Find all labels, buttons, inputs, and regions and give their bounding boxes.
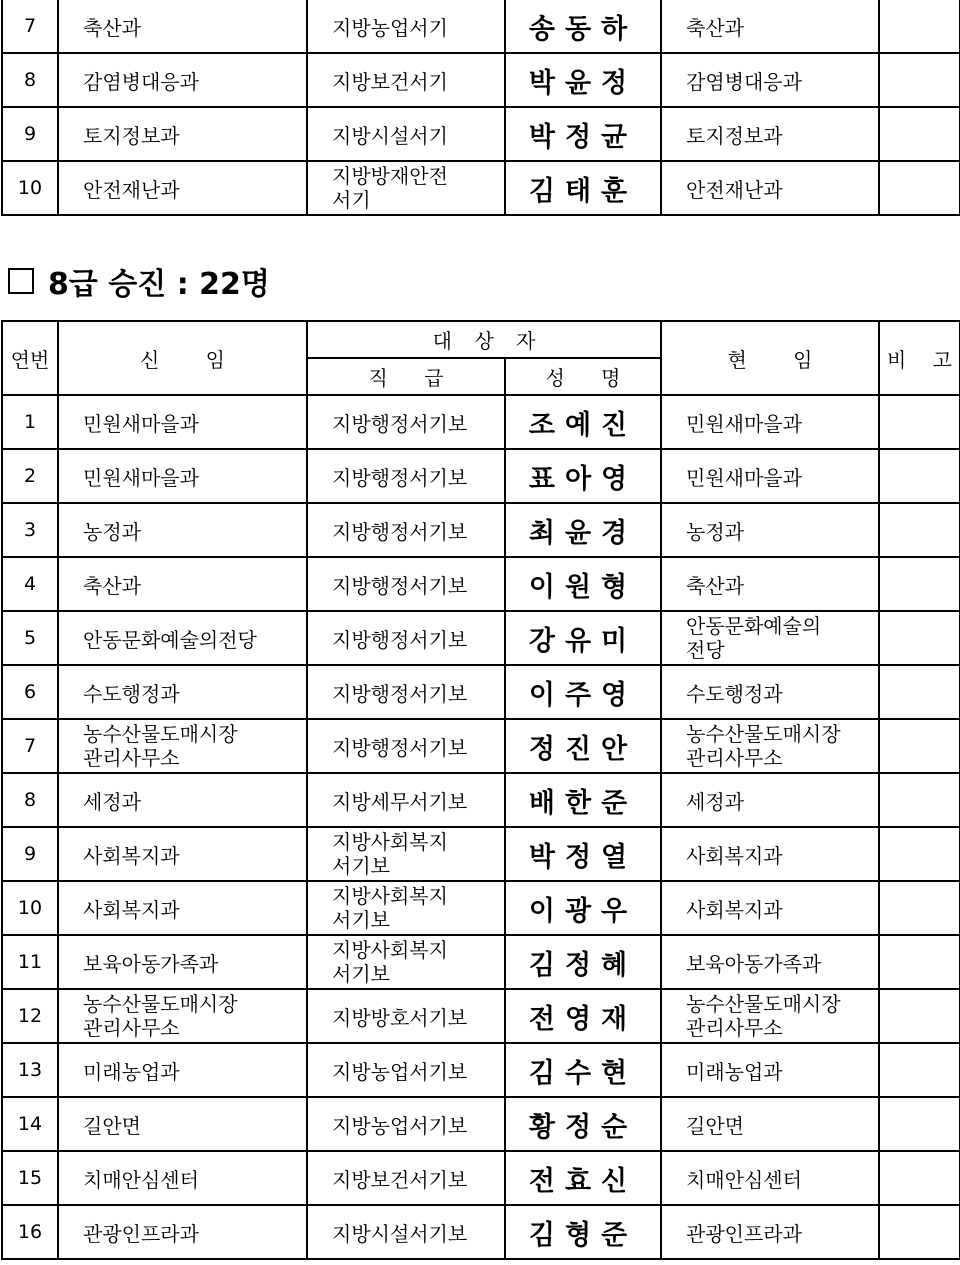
rank xyxy=(307,773,505,827)
current-department xyxy=(661,503,879,557)
table-row xyxy=(2,107,960,161)
header-rank: 직 급 xyxy=(307,358,505,395)
note xyxy=(879,773,960,827)
section-title: 8급 승진 : 22명 xyxy=(48,267,270,302)
rank-line: 지방사회복지 xyxy=(332,938,448,962)
note xyxy=(879,557,960,611)
rank xyxy=(307,1097,505,1151)
person-name: 배한준 xyxy=(505,773,661,827)
person-name: 전영재 xyxy=(505,989,661,1043)
rank xyxy=(307,719,505,773)
header-no: 연번 xyxy=(2,321,58,395)
current-department-line: 관리사무소 xyxy=(686,746,783,770)
row-number: 14 xyxy=(2,1097,58,1151)
rank-line: 지방보건서기보 xyxy=(332,1167,468,1192)
current-department xyxy=(661,665,879,719)
current-department-line: 농정과 xyxy=(686,519,744,544)
person-name: 박윤정 xyxy=(505,53,661,107)
rank-line: 지방보건서기 xyxy=(332,69,448,94)
rank-line: 서기보 xyxy=(332,962,390,986)
new-department xyxy=(58,719,307,773)
row-number: 9 xyxy=(2,827,58,881)
top-promotion-table xyxy=(1,0,960,216)
new-department-line: 민원새마을과 xyxy=(83,411,199,436)
rank-line: 지방행정서기보 xyxy=(332,411,468,436)
current-department-line: 전당 xyxy=(686,638,725,662)
note xyxy=(879,935,960,989)
current-department-line: 안전재난과 xyxy=(686,177,783,202)
new-department-line: 농수산물도매시장 xyxy=(83,722,238,746)
person-name: 황정순 xyxy=(505,1097,661,1151)
row-number: 4 xyxy=(2,557,58,611)
person-name: 김형준 xyxy=(505,1205,661,1259)
person-name: 최윤경 xyxy=(505,503,661,557)
rank-line: 지방행정서기보 xyxy=(332,519,468,544)
row-number: 16 xyxy=(2,1205,58,1259)
new-department xyxy=(58,503,307,557)
rank xyxy=(307,611,505,665)
new-department-line: 관광인프라과 xyxy=(83,1221,199,1246)
section-heading xyxy=(8,259,270,303)
person-name: 강유미 xyxy=(505,611,661,665)
row-number: 8 xyxy=(2,773,58,827)
table-row xyxy=(2,449,960,503)
rank xyxy=(307,989,505,1043)
current-department xyxy=(661,611,879,665)
new-department-line: 안전재난과 xyxy=(83,177,180,202)
current-department xyxy=(661,557,879,611)
header-current: 현 임 xyxy=(661,321,879,395)
new-department-line: 농수산물도매시장 xyxy=(83,992,238,1016)
header-new: 신 임 xyxy=(58,321,307,395)
rank xyxy=(307,1205,505,1259)
rank-line: 지방행정서기보 xyxy=(332,465,468,490)
current-department-line: 관광인프라과 xyxy=(686,1221,802,1246)
new-department-line: 세정과 xyxy=(83,789,141,814)
rank-line: 지방방재안전 xyxy=(332,164,448,188)
new-department-line: 안동문화예술의전당 xyxy=(83,627,257,652)
rank-line: 서기보 xyxy=(332,908,390,932)
new-department-line: 감염병대응과 xyxy=(83,69,199,94)
note xyxy=(879,989,960,1043)
header-target: 대 상 자 xyxy=(307,321,661,358)
current-department xyxy=(661,935,879,989)
table-row xyxy=(2,503,960,557)
note xyxy=(879,0,960,53)
rank xyxy=(307,935,505,989)
current-department xyxy=(661,0,879,53)
new-department-line: 민원새마을과 xyxy=(83,465,199,490)
current-department xyxy=(661,395,879,449)
current-department-line: 길안면 xyxy=(686,1113,744,1138)
note xyxy=(879,503,960,557)
new-department xyxy=(58,161,307,215)
note xyxy=(879,53,960,107)
new-department xyxy=(58,665,307,719)
new-department xyxy=(58,107,307,161)
current-department-line: 민원새마을과 xyxy=(686,411,802,436)
new-department xyxy=(58,611,307,665)
row-number: 9 xyxy=(2,107,58,161)
note xyxy=(879,719,960,773)
current-department xyxy=(661,881,879,935)
person-name: 전효신 xyxy=(505,1151,661,1205)
new-department-line: 토지정보과 xyxy=(83,123,180,148)
current-department xyxy=(661,1043,879,1097)
rank-line: 지방방호서기보 xyxy=(332,1005,468,1030)
person-name: 박정균 xyxy=(505,107,661,161)
current-department xyxy=(661,1151,879,1205)
new-department xyxy=(58,1205,307,1259)
header-name: 성 명 xyxy=(505,358,661,395)
new-department-line: 농정과 xyxy=(83,519,141,544)
new-department xyxy=(58,449,307,503)
rank xyxy=(307,665,505,719)
current-department-line: 축산과 xyxy=(686,15,744,40)
current-department-line: 농수산물도매시장 xyxy=(686,992,841,1016)
current-department-line: 토지정보과 xyxy=(686,123,783,148)
new-department-line: 사회복지과 xyxy=(83,897,180,922)
rank-line: 지방농업서기보 xyxy=(332,1113,468,1138)
current-department-line: 보육아동가족과 xyxy=(686,951,822,976)
rank xyxy=(307,503,505,557)
table-row xyxy=(2,935,960,989)
person-name: 이주영 xyxy=(505,665,661,719)
note xyxy=(879,1097,960,1151)
table-row xyxy=(2,827,960,881)
table-row xyxy=(2,773,960,827)
current-department xyxy=(661,719,879,773)
row-number: 13 xyxy=(2,1043,58,1097)
row-number: 3 xyxy=(2,503,58,557)
new-department-line: 보육아동가족과 xyxy=(83,951,219,976)
table-row xyxy=(2,665,960,719)
current-department xyxy=(661,773,879,827)
table-row xyxy=(2,881,960,935)
row-number: 10 xyxy=(2,881,58,935)
table-row xyxy=(2,1151,960,1205)
table-row xyxy=(2,611,960,665)
rank xyxy=(307,449,505,503)
new-department-line: 관리사무소 xyxy=(83,746,180,770)
current-department xyxy=(661,1097,879,1151)
note xyxy=(879,1151,960,1205)
table-row xyxy=(2,0,960,53)
note xyxy=(879,665,960,719)
rank xyxy=(307,1043,505,1097)
rank-line: 지방세무서기보 xyxy=(332,789,468,814)
row-number: 7 xyxy=(2,719,58,773)
row-number: 12 xyxy=(2,989,58,1043)
table-row xyxy=(2,989,960,1043)
note xyxy=(879,449,960,503)
new-department xyxy=(58,395,307,449)
current-department-line: 미래농업과 xyxy=(686,1059,783,1084)
rank-line: 지방행정서기보 xyxy=(332,627,468,652)
note xyxy=(879,395,960,449)
person-name: 정진안 xyxy=(505,719,661,773)
new-department xyxy=(58,827,307,881)
new-department xyxy=(58,0,307,53)
rank-line: 지방사회복지 xyxy=(332,830,448,854)
rank-line: 지방시설서기보 xyxy=(332,1221,468,1246)
new-department-line: 수도행정과 xyxy=(83,681,180,706)
new-department xyxy=(58,1097,307,1151)
rank xyxy=(307,557,505,611)
current-department xyxy=(661,989,879,1043)
new-department-line: 치매안심센터 xyxy=(83,1167,199,1192)
current-department-line: 사회복지과 xyxy=(686,843,783,868)
rank-line: 지방농업서기보 xyxy=(332,1059,468,1084)
rank xyxy=(307,161,505,215)
new-department xyxy=(58,1043,307,1097)
current-department-line: 축산과 xyxy=(686,573,744,598)
person-name: 김태훈 xyxy=(505,161,661,215)
new-department-line: 사회복지과 xyxy=(83,843,180,868)
row-number: 2 xyxy=(2,449,58,503)
row-number: 1 xyxy=(2,395,58,449)
current-department-line: 감염병대응과 xyxy=(686,69,802,94)
note xyxy=(879,611,960,665)
new-department xyxy=(58,935,307,989)
new-department xyxy=(58,557,307,611)
table-row xyxy=(2,719,960,773)
row-number: 15 xyxy=(2,1151,58,1205)
current-department xyxy=(661,107,879,161)
rank xyxy=(307,1151,505,1205)
rank xyxy=(307,0,505,53)
person-name: 조예진 xyxy=(505,395,661,449)
rank xyxy=(307,395,505,449)
new-department-line: 축산과 xyxy=(83,573,141,598)
current-department xyxy=(661,161,879,215)
rank-line: 서기보 xyxy=(332,854,390,878)
row-number: 5 xyxy=(2,611,58,665)
row-number: 6 xyxy=(2,665,58,719)
note xyxy=(879,1043,960,1097)
table-row xyxy=(2,161,960,215)
new-department-line: 축산과 xyxy=(83,15,141,40)
header-note: 비 고 xyxy=(879,321,960,395)
current-department-line: 농수산물도매시장 xyxy=(686,722,841,746)
current-department xyxy=(661,53,879,107)
person-name: 이광우 xyxy=(505,881,661,935)
new-department xyxy=(58,1151,307,1205)
row-number: 7 xyxy=(2,0,58,53)
person-name: 표아영 xyxy=(505,449,661,503)
current-department xyxy=(661,449,879,503)
rank-line: 지방시설서기 xyxy=(332,123,448,148)
rank xyxy=(307,53,505,107)
new-department xyxy=(58,881,307,935)
rank-line: 지방농업서기 xyxy=(332,15,448,40)
person-name: 이원형 xyxy=(505,557,661,611)
new-department xyxy=(58,773,307,827)
current-department-line: 세정과 xyxy=(686,789,744,814)
new-department-line: 길안면 xyxy=(83,1113,141,1138)
rank-line: 지방행정서기보 xyxy=(332,681,468,706)
table-row xyxy=(2,1205,960,1259)
current-department-line: 안동문화예술의 xyxy=(686,614,822,638)
current-department-line: 관리사무소 xyxy=(686,1016,783,1040)
table-row xyxy=(2,557,960,611)
note xyxy=(879,161,960,215)
checkbox-square-icon xyxy=(8,268,34,294)
current-department xyxy=(661,827,879,881)
current-department-line: 사회복지과 xyxy=(686,897,783,922)
rank xyxy=(307,881,505,935)
person-name: 박정열 xyxy=(505,827,661,881)
note xyxy=(879,107,960,161)
row-number: 10 xyxy=(2,161,58,215)
person-name: 송동하 xyxy=(505,0,661,53)
person-name: 김수현 xyxy=(505,1043,661,1097)
rank xyxy=(307,107,505,161)
rank-line: 지방행정서기보 xyxy=(332,735,468,760)
table-row xyxy=(2,395,960,449)
note xyxy=(879,881,960,935)
current-department-line: 치매안심센터 xyxy=(686,1167,802,1192)
table-row xyxy=(2,1097,960,1151)
row-number: 8 xyxy=(2,53,58,107)
person-name: 김정혜 xyxy=(505,935,661,989)
rank-line: 지방사회복지 xyxy=(332,884,448,908)
grade8-promotion-table xyxy=(1,320,960,1260)
rank-line: 서기 xyxy=(332,188,371,212)
new-department xyxy=(58,989,307,1043)
note xyxy=(879,827,960,881)
new-department-line: 미래농업과 xyxy=(83,1059,180,1084)
new-department xyxy=(58,53,307,107)
new-department-line: 관리사무소 xyxy=(83,1016,180,1040)
current-department xyxy=(661,1205,879,1259)
row-number: 11 xyxy=(2,935,58,989)
rank-line: 지방행정서기보 xyxy=(332,573,468,598)
rank xyxy=(307,827,505,881)
table-row xyxy=(2,1043,960,1097)
note xyxy=(879,1205,960,1259)
current-department-line: 민원새마을과 xyxy=(686,465,802,490)
table-row xyxy=(2,53,960,107)
current-department-line: 수도행정과 xyxy=(686,681,783,706)
